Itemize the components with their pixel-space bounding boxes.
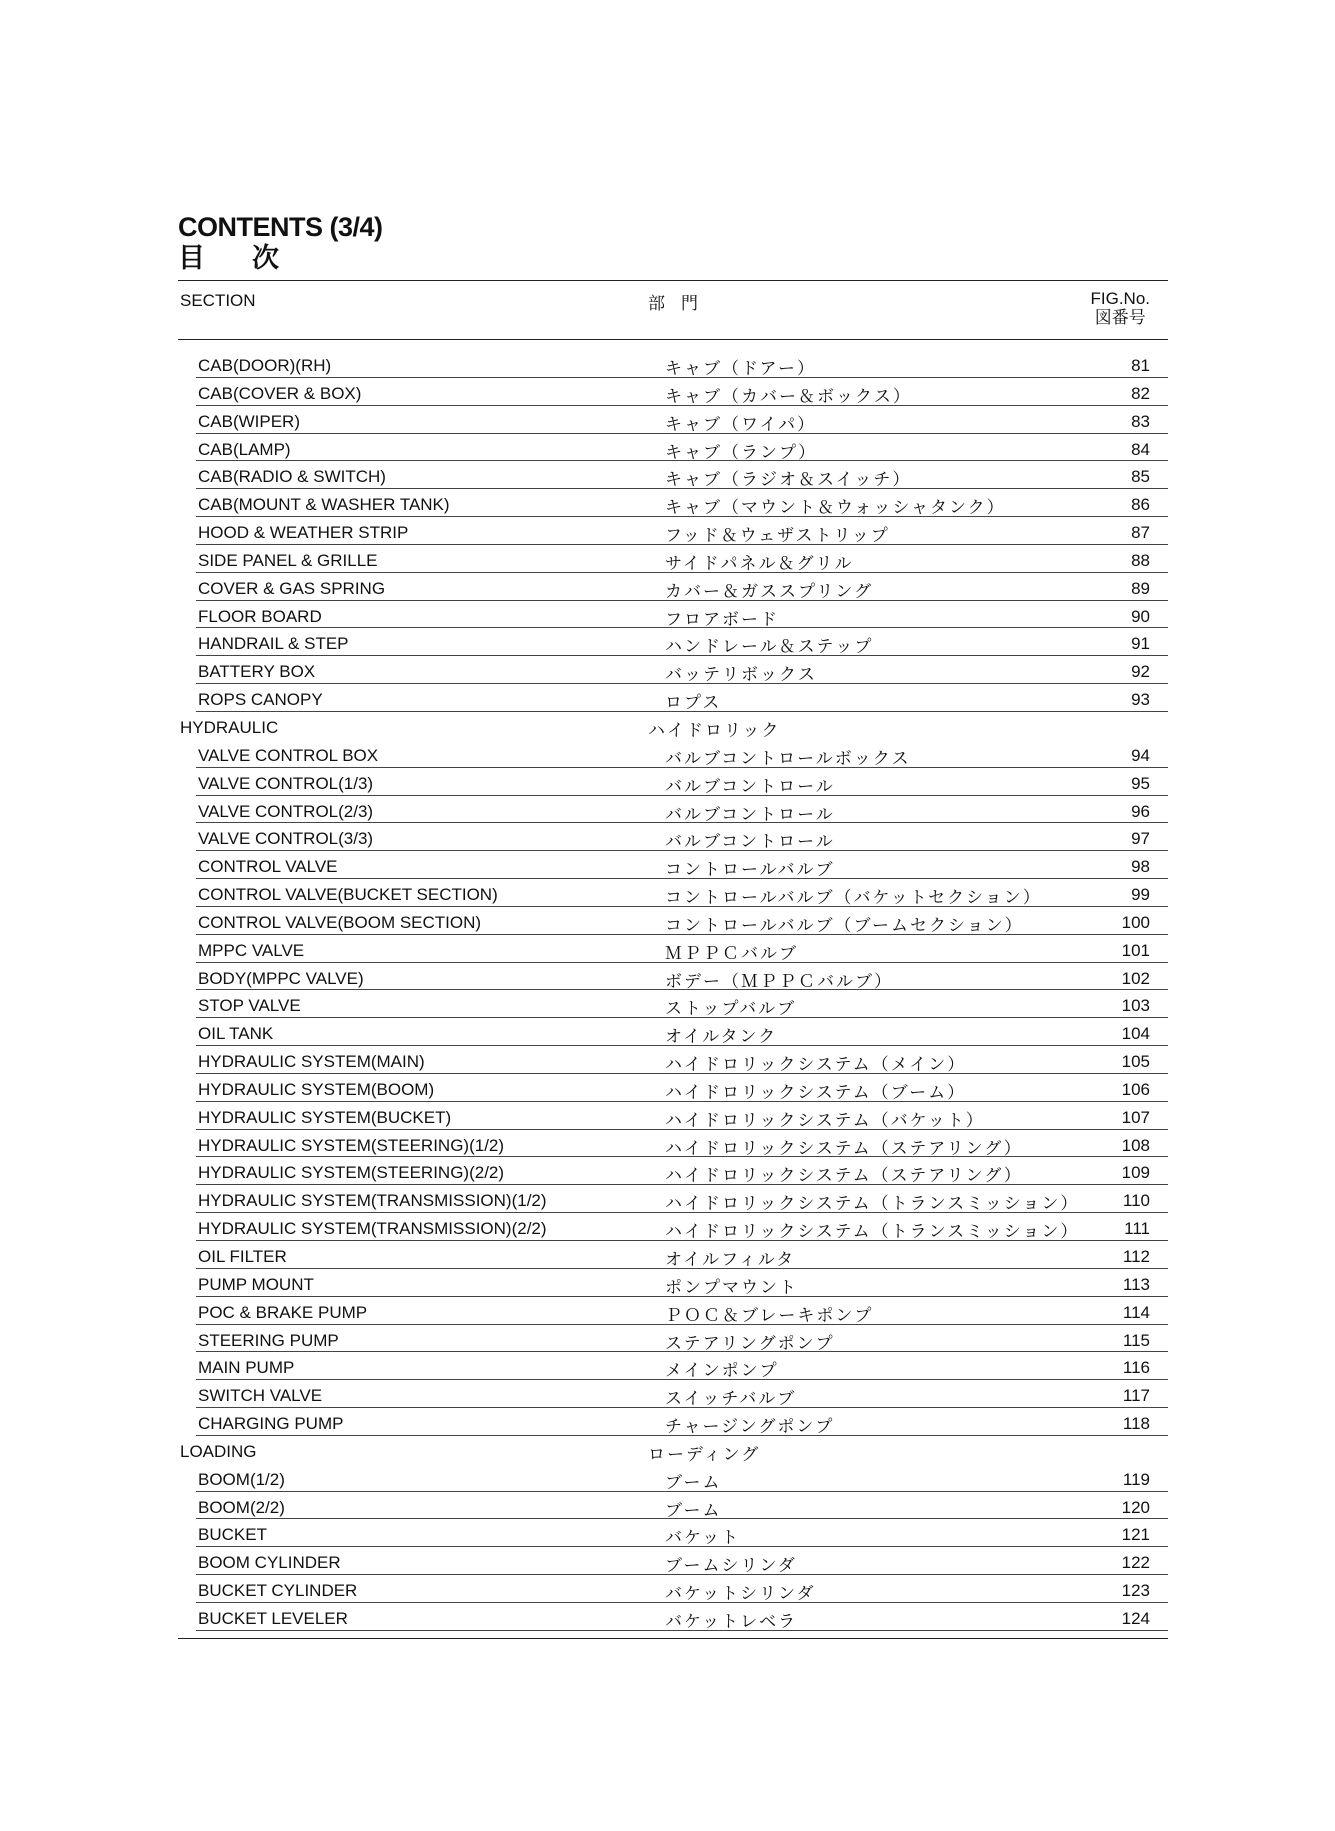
section-name-jp: バケット — [665, 1528, 741, 1548]
section-name-jp: バッテリボックス — [665, 665, 817, 685]
section-name-jp: ＭＰＰＣバルブ — [665, 943, 798, 963]
fig-number: 109 — [1121, 1163, 1150, 1183]
row-underline — [196, 962, 1168, 963]
section-name-jp: ブーム — [665, 1500, 722, 1520]
section-name: BOOM(2/2) — [198, 1497, 285, 1517]
row-underline — [196, 1379, 1168, 1380]
fig-number: 81 — [1131, 356, 1150, 375]
fig-number: 124 — [1121, 1608, 1150, 1628]
list-item — [178, 1103, 1168, 1131]
section-name-jp: ストップバルブ — [665, 999, 797, 1019]
list-item — [178, 852, 1168, 880]
row-underline — [196, 544, 1168, 545]
section-name-jp: ハンドレール＆ステップ — [665, 637, 874, 657]
section-name-jp: バルブコントロールボックス — [665, 748, 911, 768]
section-name: HYDRAULIC SYSTEM(BOOM) — [198, 1079, 435, 1099]
list-item — [178, 1019, 1168, 1047]
section-name-jp: コントロールバルブ — [665, 860, 835, 880]
row-underline — [196, 627, 1168, 628]
list-item — [178, 1548, 1168, 1576]
list-item — [178, 407, 1168, 435]
fig-number: 101 — [1121, 940, 1150, 960]
section-name: OIL TANK — [198, 1024, 274, 1044]
row-underline — [196, 1574, 1168, 1575]
section-name: HYDRAULIC SYSTEM(STEERING)(2/2) — [198, 1163, 505, 1183]
row-underline — [196, 377, 1168, 378]
row-underline — [196, 1129, 1168, 1130]
row-underline — [196, 1546, 1168, 1547]
list-item — [178, 936, 1168, 964]
section-name: HOOD & WEATHER STRIP — [198, 523, 409, 543]
fig-no-header — [1090, 289, 1150, 327]
fig-number: 96 — [1131, 801, 1150, 821]
row-underline — [196, 600, 1168, 601]
section-header-jp: 部門 — [648, 294, 714, 313]
fig-no-label: FIG.No. — [1090, 289, 1150, 308]
fig-number: 118 — [1122, 1414, 1150, 1434]
section-name: FLOOR BOARD — [198, 606, 322, 626]
fig-number: 113 — [1122, 1274, 1150, 1294]
list-item — [178, 685, 1168, 713]
fig-number: 87 — [1131, 523, 1150, 543]
section-name-jp: チャージングポンプ — [665, 1417, 835, 1437]
list-item — [178, 880, 1168, 908]
section-name: SIDE PANEL & GRILLE — [198, 550, 378, 570]
section-name-jp: バルブコントロール — [665, 832, 835, 852]
row-underline — [196, 1602, 1168, 1603]
fig-number: 117 — [1122, 1386, 1150, 1406]
section-name: BODY(MPPC VALVE) — [198, 968, 364, 988]
fig-number: 111 — [1124, 1219, 1150, 1239]
row-underline — [196, 1491, 1168, 1492]
section-name-jp: ブームシリンダ — [665, 1556, 797, 1576]
section-name: MAIN PUMP — [198, 1358, 295, 1378]
section-name-jp: キャブ（マウント＆ウォッシャタンク） — [665, 498, 1006, 518]
section-name: VALVE CONTROL(2/3) — [198, 801, 374, 821]
section-name: CAB(RADIO & SWITCH) — [198, 467, 386, 487]
list-item — [178, 1576, 1168, 1604]
fig-number: 121 — [1121, 1525, 1150, 1545]
section-name: BATTERY BOX — [198, 662, 316, 682]
section-name: BUCKET — [198, 1525, 267, 1545]
section-name: HYDRAULIC — [180, 717, 279, 737]
list-item — [178, 741, 1168, 769]
row-underline — [196, 433, 1168, 434]
fig-number: 95 — [1131, 773, 1150, 793]
list-item — [178, 797, 1168, 825]
fig-no-label-jp: 図番号 — [1094, 308, 1146, 327]
row-underline — [196, 1073, 1168, 1074]
section-name: HYDRAULIC SYSTEM(TRANSMISSION)(1/2) — [198, 1191, 547, 1211]
section-header: SECTION — [180, 291, 256, 310]
section-name-jp: ボデー（ＭＰＰＣバルブ） — [665, 971, 894, 991]
list-item — [178, 1326, 1168, 1354]
section-name: HYDRAULIC SYSTEM(MAIN) — [198, 1052, 425, 1072]
row-underline — [196, 1156, 1168, 1157]
section-name-jp: カバー＆ガススプリング — [665, 581, 873, 601]
section-name: VALVE CONTROL(3/3) — [198, 829, 374, 849]
list-item — [178, 991, 1168, 1019]
row-underline — [196, 460, 1168, 461]
list-bottom-rule — [178, 1638, 1168, 1639]
section-name-jp: ハイドロリックシステム（ステアリング） — [665, 1166, 1023, 1186]
group-heading-row — [178, 1437, 1168, 1465]
row-underline — [196, 1212, 1168, 1213]
list-item — [178, 1409, 1168, 1437]
section-name-jp: コントロールバルブ（ブームセクション） — [665, 915, 1024, 935]
section-name-jp: コントロールバルブ（バケットセクション） — [665, 888, 1042, 908]
page-title: CONTENTS (3/4) — [178, 212, 383, 242]
section-name: SWITCH VALVE — [198, 1386, 323, 1406]
fig-number: 106 — [1121, 1079, 1150, 1099]
fig-number: 116 — [1122, 1358, 1150, 1378]
column-headers — [178, 281, 1168, 339]
list-item — [178, 1075, 1168, 1103]
section-name-jp: オイルタンク — [665, 1027, 778, 1047]
section-name: BOOM CYLINDER — [198, 1553, 341, 1573]
section-name-jp: ブーム — [665, 1472, 722, 1492]
list-item — [178, 1158, 1168, 1186]
contents-page — [178, 212, 1168, 1639]
section-name-jp: バケットシリンダ — [665, 1584, 816, 1604]
fig-number: 112 — [1122, 1247, 1150, 1266]
fig-number: 114 — [1122, 1302, 1150, 1322]
row-underline — [196, 1407, 1168, 1408]
row-underline — [196, 683, 1168, 684]
row-underline — [196, 1518, 1168, 1519]
row-underline — [196, 1296, 1168, 1297]
section-name-jp: ハイドロリックシステム（ブーム） — [665, 1082, 967, 1102]
row-underline — [196, 711, 1168, 712]
fig-number: 89 — [1131, 578, 1150, 598]
fig-number: 94 — [1131, 745, 1150, 765]
list-item — [178, 1465, 1168, 1493]
list-item — [178, 1381, 1168, 1409]
fig-number: 97 — [1131, 829, 1150, 849]
fig-number: 104 — [1121, 1024, 1150, 1044]
row-underline — [196, 488, 1168, 489]
row-underline — [196, 906, 1168, 907]
fig-number: 103 — [1121, 996, 1150, 1016]
list-item — [178, 1047, 1168, 1075]
section-name-jp: ロプス — [665, 693, 722, 713]
section-name: ROPS CANOPY — [198, 690, 323, 710]
fig-number: 92 — [1131, 662, 1150, 682]
row-underline — [196, 1240, 1168, 1241]
fig-number: 86 — [1131, 495, 1150, 515]
section-name: BOOM(1/2) — [198, 1469, 285, 1489]
fig-number: 119 — [1122, 1469, 1150, 1489]
list-item — [178, 1242, 1168, 1270]
list-item — [178, 462, 1168, 490]
section-name-jp: ハイドロリックシステム（トランスミッション） — [665, 1194, 1080, 1214]
section-name-jp: ハイドロリックシステム（メイン） — [665, 1055, 967, 1075]
fig-number: 123 — [1121, 1581, 1150, 1601]
section-name-jp: ハイドロリックシステム（バケット） — [665, 1110, 985, 1130]
fig-number: 84 — [1131, 439, 1150, 459]
section-name: CONTROL VALVE — [198, 857, 338, 877]
section-name: BUCKET CYLINDER — [198, 1581, 358, 1601]
list-item — [178, 964, 1168, 992]
fig-number: 108 — [1121, 1135, 1150, 1155]
section-name: HANDRAIL & STEP — [198, 634, 349, 654]
page-title-jp — [178, 242, 1168, 274]
row-underline — [196, 1324, 1168, 1325]
list-item — [178, 769, 1168, 797]
fig-number: 91 — [1131, 634, 1150, 654]
section-name-jp: ステアリングポンプ — [665, 1333, 835, 1353]
row-underline — [196, 516, 1168, 517]
fig-number: 115 — [1122, 1330, 1150, 1350]
row-underline — [196, 1435, 1168, 1436]
section-name-jp: フロアボード — [665, 609, 779, 629]
section-name-jp: バルブコントロール — [665, 776, 835, 796]
fig-number: 93 — [1131, 690, 1150, 710]
row-underline — [196, 1184, 1168, 1185]
list-item — [178, 518, 1168, 546]
section-name: HYDRAULIC SYSTEM(BUCKET) — [198, 1107, 452, 1127]
row-underline — [196, 1268, 1168, 1269]
section-name-jp: キャブ（ラジオ＆スイッチ） — [665, 470, 912, 490]
row-underline — [196, 767, 1168, 768]
row-underline — [196, 1101, 1168, 1102]
row-underline — [196, 934, 1168, 935]
row-underline — [196, 878, 1168, 879]
fig-number: 83 — [1131, 411, 1150, 431]
section-name: CAB(MOUNT & WASHER TANK) — [198, 495, 450, 515]
list-item — [178, 1493, 1168, 1521]
fig-number: 102 — [1121, 968, 1150, 988]
list-item — [178, 546, 1168, 574]
row-underline — [196, 989, 1168, 990]
row-underline — [196, 655, 1168, 656]
list-item — [178, 602, 1168, 630]
section-name-jp: キャブ（カバー＆ボックス） — [665, 386, 912, 406]
section-name-jp: ハイドロリック — [648, 720, 781, 740]
section-name: CAB(LAMP) — [198, 439, 291, 459]
section-name: CONTROL VALVE(BOOM SECTION) — [198, 912, 482, 932]
group-heading-row — [178, 713, 1168, 741]
fig-number: 82 — [1131, 383, 1150, 403]
section-name-jp: キャブ（ドアー） — [665, 359, 816, 378]
row-underline — [196, 572, 1168, 573]
row-underline — [196, 1045, 1168, 1046]
list-item — [178, 1131, 1168, 1159]
section-name-jp: スイッチバルブ — [665, 1389, 797, 1409]
list-item — [178, 1604, 1168, 1632]
section-name: HYDRAULIC SYSTEM(TRANSMISSION)(2/2) — [198, 1219, 547, 1239]
section-name: CONTROL VALVE(BUCKET SECTION) — [198, 885, 498, 905]
fig-number: 110 — [1122, 1191, 1150, 1211]
section-name-jp: ポンプマウント — [665, 1277, 798, 1297]
row-underline — [196, 1351, 1168, 1352]
section-name: VALVE CONTROL(1/3) — [198, 773, 374, 793]
fig-number: 107 — [1121, 1107, 1150, 1127]
section-name-jp: ハイドロリックシステム（トランスミッション） — [665, 1222, 1080, 1242]
fig-number: 90 — [1131, 606, 1150, 626]
row-underline — [196, 795, 1168, 796]
section-name: COVER & GAS SPRING — [198, 578, 386, 598]
section-name-jp: キャブ（ランプ） — [665, 442, 818, 462]
row-underline — [196, 1017, 1168, 1018]
section-name-jp: バケットレベラ — [665, 1611, 798, 1631]
fig-number: 122 — [1121, 1553, 1150, 1573]
section-name-jp: ＰＯＣ＆ブレーキポンプ — [665, 1305, 874, 1325]
section-name-jp: キャブ（ワイパ） — [665, 414, 817, 434]
list-item — [178, 1298, 1168, 1326]
list-item — [178, 1353, 1168, 1381]
title-jp-char-2: 次 — [252, 243, 279, 273]
section-name: CHARGING PUMP — [198, 1414, 344, 1434]
section-name: HYDRAULIC SYSTEM(STEERING)(1/2) — [198, 1135, 505, 1155]
section-name-jp: ハイドロリックシステム（ステアリング） — [665, 1138, 1023, 1158]
list-item — [178, 1186, 1168, 1214]
section-name: BUCKET LEVELER — [198, 1608, 348, 1628]
section-name: LOADING — [180, 1441, 257, 1461]
list-item — [178, 629, 1168, 657]
section-name-jp: バルブコントロール — [665, 804, 835, 824]
row-underline — [196, 405, 1168, 406]
section-name: CAB(WIPER) — [198, 411, 300, 431]
fig-number: 105 — [1121, 1052, 1150, 1072]
fig-number: 100 — [1121, 912, 1150, 932]
row-underline — [196, 822, 1168, 823]
section-name: MPPC VALVE — [198, 940, 305, 960]
section-name: VALVE CONTROL BOX — [198, 745, 379, 765]
section-name: POC & BRAKE PUMP — [198, 1302, 368, 1322]
list-item — [178, 657, 1168, 685]
list-item — [178, 379, 1168, 407]
title-jp-char-1: 目 — [178, 243, 205, 273]
list-item — [178, 435, 1168, 463]
list-item — [178, 490, 1168, 518]
list-item — [178, 1270, 1168, 1298]
list-item — [178, 351, 1168, 379]
section-name-jp: メインポンプ — [665, 1361, 779, 1381]
fig-number: 120 — [1121, 1497, 1150, 1517]
list-item — [178, 824, 1168, 852]
section-name: PUMP MOUNT — [198, 1274, 314, 1294]
list-item — [178, 1214, 1168, 1242]
list-item — [178, 1520, 1168, 1548]
fig-number: 99 — [1131, 885, 1150, 905]
section-name-jp: サイドパネル＆グリル — [665, 553, 854, 573]
header-bottom-rule — [178, 339, 1168, 340]
section-name: OIL FILTER — [198, 1247, 287, 1266]
section-name: CAB(COVER & BOX) — [198, 383, 362, 403]
section-name: CAB(DOOR)(RH) — [198, 356, 332, 375]
fig-number: 98 — [1131, 857, 1150, 877]
fig-number: 85 — [1131, 467, 1150, 487]
contents-list — [178, 351, 1168, 1632]
row-underline — [196, 850, 1168, 851]
section-name: STOP VALVE — [198, 996, 301, 1016]
list-item — [178, 908, 1168, 936]
fig-number: 88 — [1131, 550, 1150, 570]
section-name-jp: ローディング — [648, 1444, 761, 1464]
section-name-jp: オイルフィルタ — [665, 1250, 796, 1269]
section-name-jp: フッド＆ウェザストリップ — [665, 526, 890, 546]
section-name: STEERING PUMP — [198, 1330, 339, 1350]
list-item — [178, 574, 1168, 602]
row-underline — [196, 1630, 1168, 1631]
